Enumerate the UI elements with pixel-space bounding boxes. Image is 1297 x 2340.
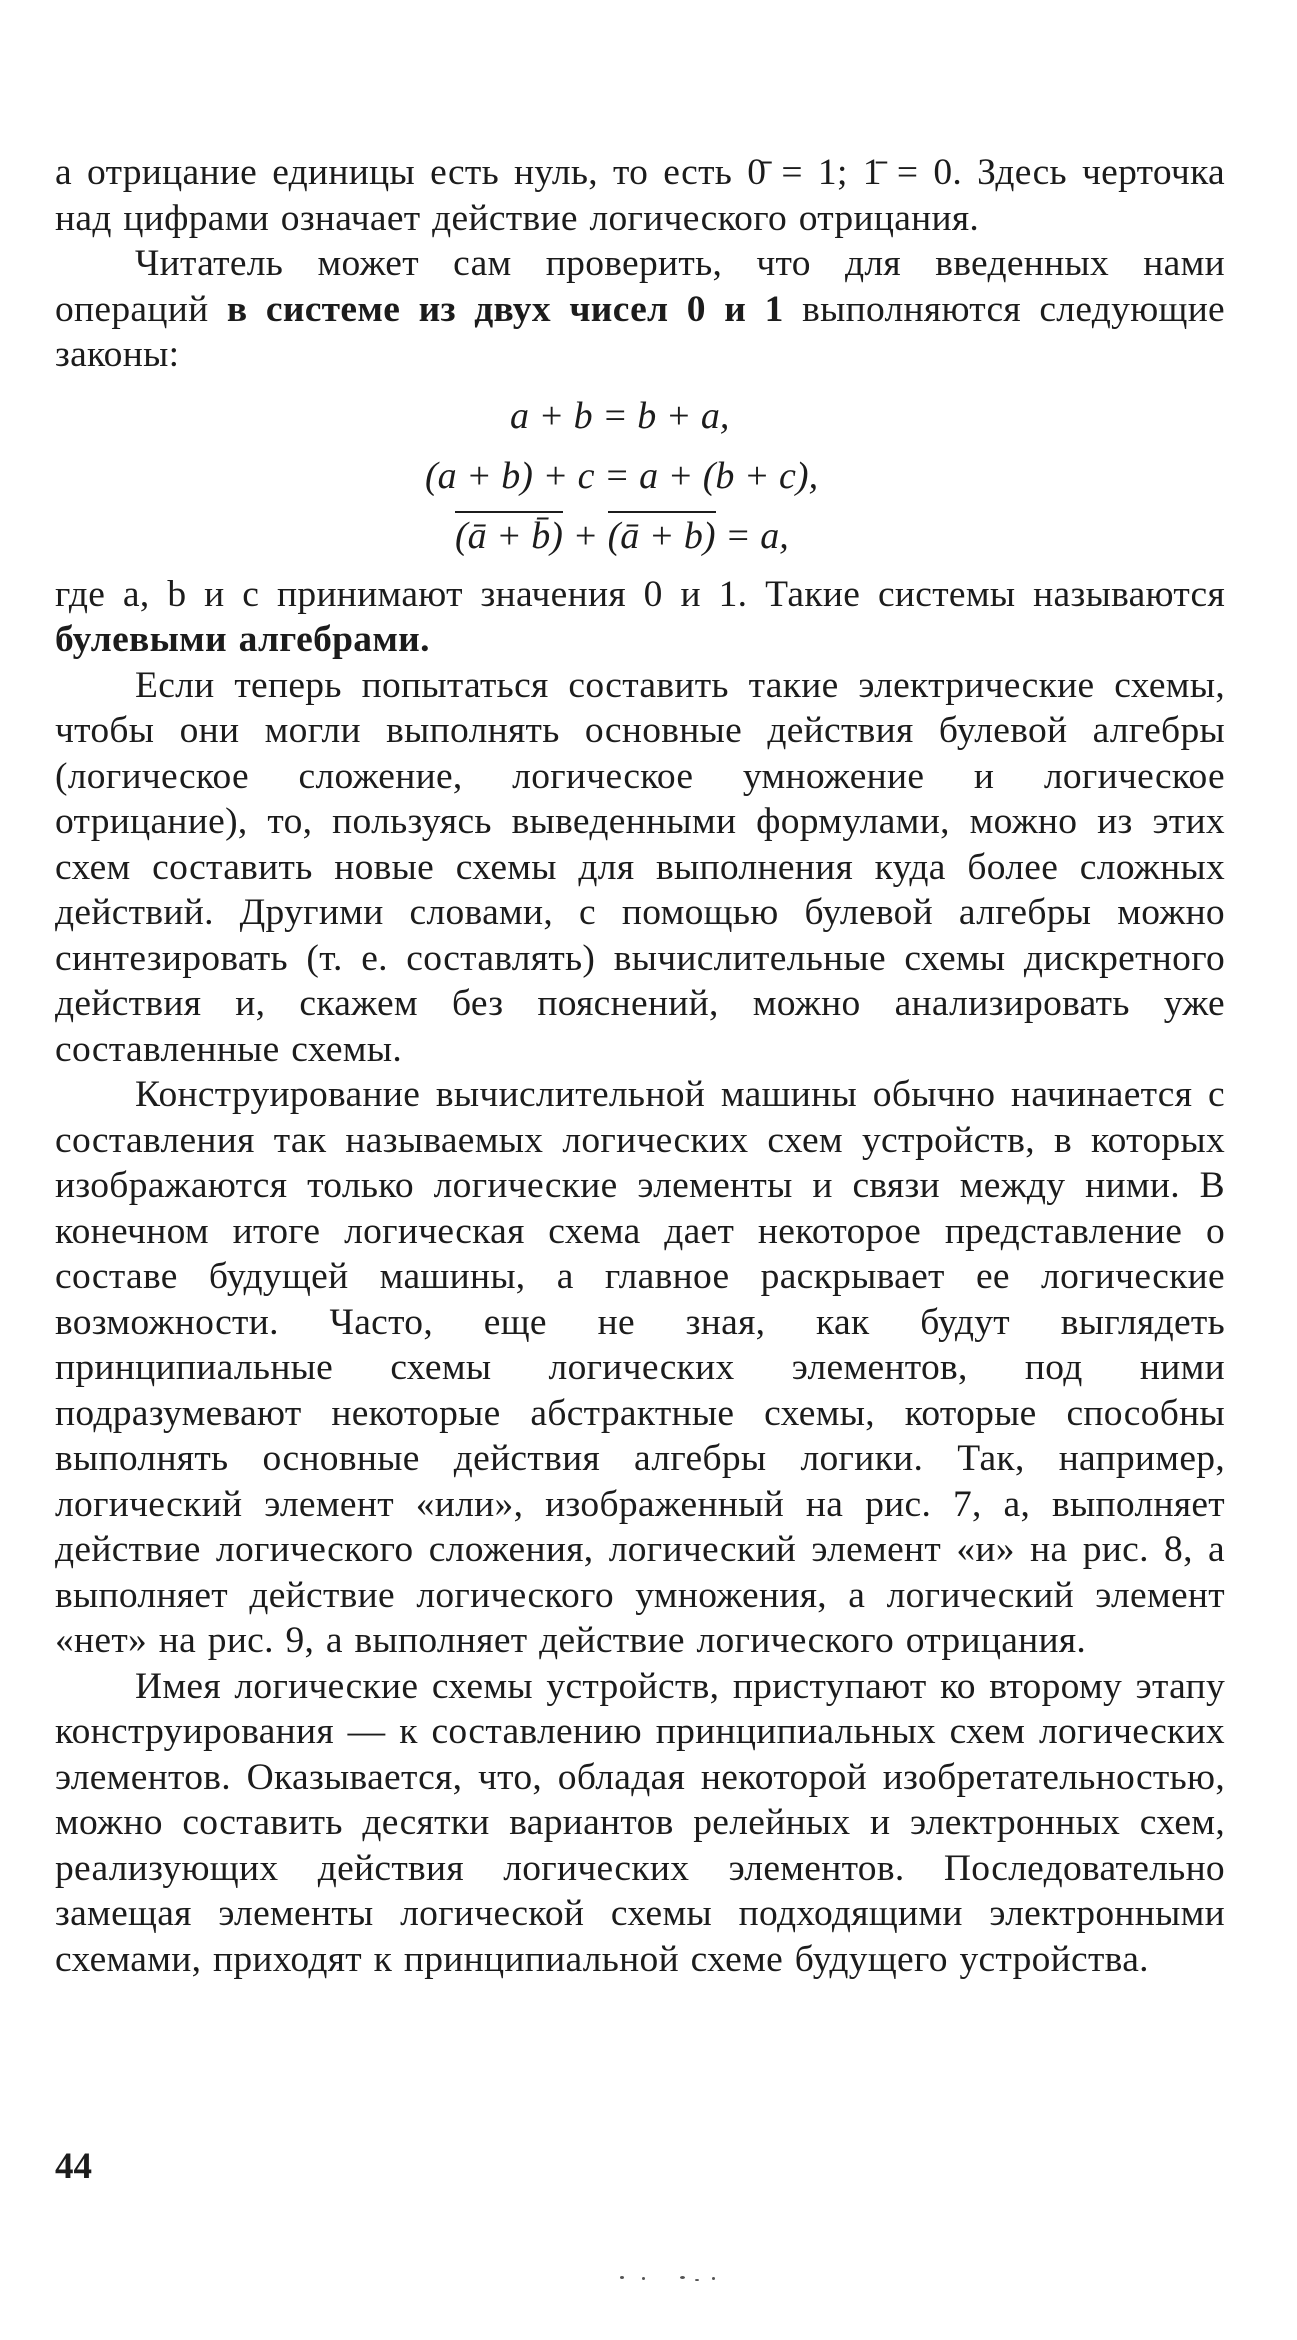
paragraph-laws-intro (55, 241, 1225, 378)
page-number: 44 (55, 2146, 92, 2187)
laws-intro-text: Читатель может сам проверить, что для введенных нами операций (55, 243, 1225, 330)
formula-associative: (a + b) + c = a + (b + c), (425, 454, 819, 497)
paragraph-principal-schemes: Имея логические схемы устройств, приступают ко второму этапу конструирования — к составлению принципиальных схем логических элементов. Оказывается, что, обладая некоторой изобретательностью, можно составить десятки вариантов релейных и электронных схем, реализующих действия логических элементов. Последовательно замещая элементы логической схемы подходящими электронными схемами, приходят к принципиальной схеме будущего устройства. (55, 1665, 1225, 1980)
laws-intro-tail: выполняются следующие законы: (55, 288, 1226, 375)
formula-result: = a, (715, 514, 789, 557)
formula-plus: + (562, 514, 608, 557)
print-specks (620, 2272, 770, 2284)
paragraph-electrical-schemes: Если теперь попытаться составить такие электрические схемы, чтобы они могли выполнять основные действия булевой алгебры (логическое сложение, логическое умножение и логическое отрицание), то, пользуясь выведенными формулами, можно из этих схем составить новые схемы для выполнения куда более сложных действий. Другими словами, с помощью булевой алгебры можно синтезировать (т. е. составлять) вычислительные схемы дискретного действия и, скажем без пояснений, можно анализировать уже составленные схемы. (55, 664, 1225, 1070)
paragraph-machine-design: Конструирование вычислительной машины обычно начинается с составления так называемых логических схем устройств, в которых изображаются только логические элементы и связи между ними. В конечном итоге логическая схема дает некоторое представление о составе будущей машины, а главное раскрывает ее логические возможности. Часто, еще не зная, как будут выглядеть принципиальные схемы логических элементов, под ними подразумевают некоторые абстрактные схемы, которые способны выполнять основные действия алгебры логики. Так, например, логический элемент «или», изображенный на рис. 7, a, выполняет действие логического сложения, логический элемент «и» на рис. 8, a выполняет действие логического умножения, а логический элемент «нет» на рис. 9, a выполняет действие логического отрицания. (55, 1074, 1225, 1661)
paragraph-negation: а отрицание единицы есть нуль, то есть 0̄ = 1; 1̄ = 0. Здесь черточка над цифрами означает действие логического отрицания. (55, 152, 1225, 239)
paragraph-boolean-def (55, 572, 1225, 663)
formula-commutative: a + b = b + a, (510, 394, 730, 437)
boolean-def-bold: булевыми алгебрами. (55, 619, 430, 660)
page-body (55, 150, 1225, 1982)
formula-block (55, 386, 1225, 566)
formula-overlined-term-2: (ā + b) (608, 511, 716, 557)
formula-absorption (55, 506, 1225, 566)
formula-overlined-term-1: (ā + b̄) (455, 511, 563, 557)
laws-intro-bold: в системе из двух чисел 0 и 1 (226, 288, 784, 330)
boolean-def-text: где a, b и c принимают значения 0 и 1. Такие системы называются (55, 573, 1225, 615)
